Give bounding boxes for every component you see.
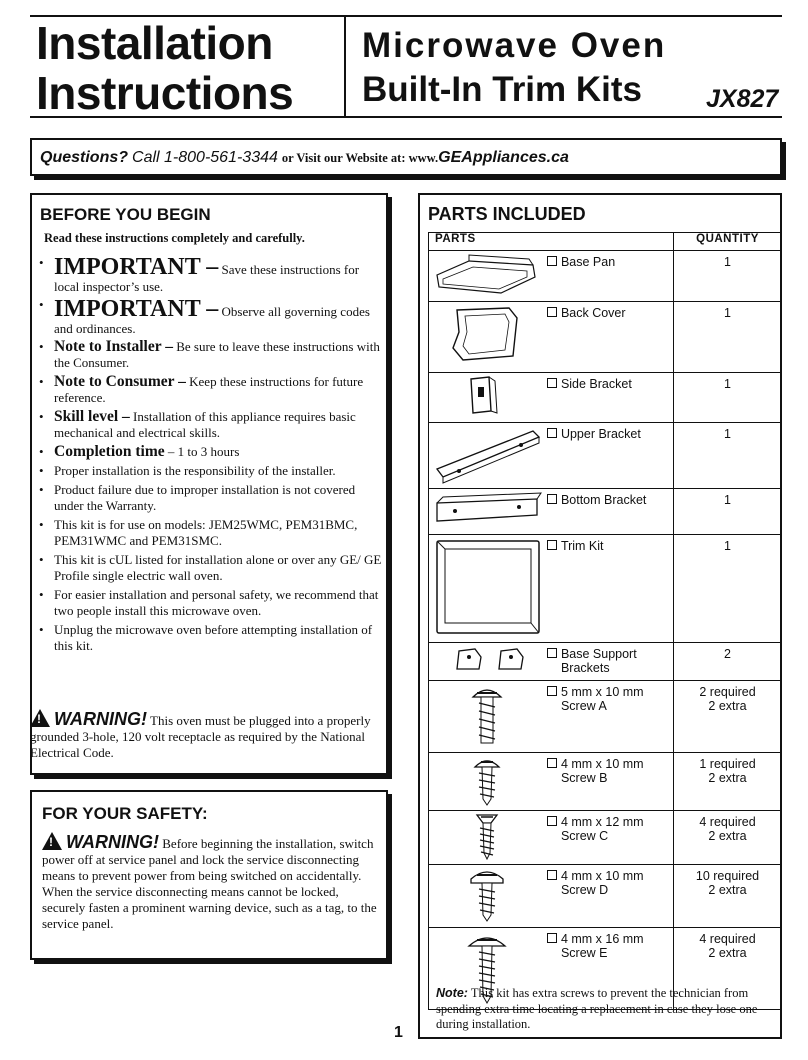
parts-table [428, 232, 782, 1010]
safety-box [30, 790, 388, 960]
side-bracket-icon [429, 373, 545, 419]
questions-label: Questions? [40, 149, 129, 166]
part-name-line2: Screw A [560, 699, 607, 713]
upper-bracket-icon [429, 423, 545, 485]
part-name: Base Pan [560, 255, 616, 269]
before-you-begin-box [30, 193, 388, 775]
part-name: Bottom Bracket [560, 493, 647, 507]
plug-warning: !WARNING! This oven must be plugged into a properly grounded 3-hole, 120 volt receptacle as required by the National Electrical Code. [30, 709, 376, 761]
table-row [429, 373, 782, 423]
safety-warning: !WARNING! Before beginning the installation, switch power off at service panel and lock the service disconnecting means to prevent power from being switched on accidentally. When the service disconnecting means cannot be locked, securely fasten a prominent warning device, such as a tag, to the service panel. [42, 832, 382, 932]
table-row [429, 753, 782, 811]
part-qty: 1 [724, 427, 731, 441]
table-row [429, 489, 782, 535]
part-name: 4 mm x 10 mm [560, 869, 644, 883]
base-pan-icon [429, 251, 545, 298]
part-qty-extra: 2 extra [708, 699, 747, 713]
part-qty-extra: 2 extra [708, 946, 747, 960]
part-name: Trim Kit [560, 539, 604, 553]
model-number: JX827 [706, 85, 779, 113]
bottom-bracket-icon [429, 489, 545, 531]
list-item: • This kit is for use on models: JEM25WMC, PEM31BMC, PEM31WMC and PEM31SMC. [39, 517, 358, 548]
list-item: • Unplug the microwave oven before attempting installation of this kit. [39, 622, 373, 653]
part-qty-extra: 2 extra [708, 829, 747, 843]
part-name-line2: Screw E [560, 946, 608, 960]
before-lead: Read these instructions completely and carefully. [44, 231, 305, 245]
screw-d-icon [429, 865, 545, 924]
document-title: Installation Instructions [36, 17, 294, 119]
back-cover-icon [429, 302, 545, 369]
list-item: • For easier installation and personal safety, we recommend that two people install this microwave oven. [39, 587, 379, 618]
visit-text: or Visit our Website at: www. [281, 151, 439, 165]
phone-number[interactable]: Call 1-800-561-3344 [132, 149, 278, 166]
part-qty-extra: 2 extra [708, 771, 747, 785]
col-quantity: QUANTITY [674, 233, 782, 251]
part-name: 5 mm x 10 mm [560, 685, 644, 699]
part-name: Back Cover [560, 306, 626, 320]
table-row [429, 643, 782, 681]
part-qty: 2 [724, 647, 731, 661]
before-list [36, 255, 382, 657]
warning-icon [42, 832, 62, 850]
part-name-line2: Screw D [560, 883, 609, 897]
list-item: • Note to Installer – Be sure to leave these instructions with the Consumer. [39, 338, 380, 370]
list-item: • Completion time – 1 to 3 hours [39, 443, 240, 460]
table-row [429, 681, 782, 753]
base-support-brackets-icon [429, 643, 545, 677]
list-item: • IMPORTANT – Save these instructions for local inspector’s use. [39, 254, 360, 294]
before-heading: BEFORE YOU BEGIN [40, 205, 211, 224]
list-item: • Note to Consumer – Keep these instructions for future reference. [39, 373, 364, 405]
table-row [429, 423, 782, 489]
part-qty: 1 [724, 377, 731, 391]
table-row [429, 865, 782, 928]
trim-kit-icon [429, 535, 545, 639]
part-name: 4 mm x 10 mm [560, 757, 644, 771]
table-row [429, 251, 782, 302]
part-name-line2: Screw C [560, 829, 609, 843]
part-qty: 1 [724, 539, 731, 553]
product-title: Microwave Oven Built-In Trim Kits [362, 26, 667, 109]
part-qty: 1 [724, 255, 731, 269]
part-qty: 1 [724, 306, 731, 320]
list-item: • This kit is cUL listed for installation alone or over any GE/ GE Profile single electric wall oven. [39, 552, 382, 583]
part-qty: 4 required [699, 815, 756, 829]
header-divider [344, 15, 346, 118]
list-item: • IMPORTANT – Observe all governing codes and ordinances. [39, 296, 370, 336]
part-name-line2: Screw B [560, 771, 608, 785]
table-row [429, 811, 782, 865]
screw-b-icon [429, 753, 545, 807]
website-link[interactable]: GEAppliances.ca [438, 149, 569, 166]
part-name: Base Support [560, 647, 637, 661]
part-qty-extra: 2 extra [708, 883, 747, 897]
warning-icon [30, 709, 50, 727]
part-name-line2: Brackets [560, 661, 610, 675]
page-number: 1 [394, 1024, 403, 1041]
part-qty: 2 required [699, 685, 756, 699]
part-name: Side Bracket [560, 377, 632, 391]
list-item: • Skill level – Installation of this appliance requires basic mechanical and electrical skills. [39, 408, 356, 440]
table-row [429, 535, 782, 643]
table-header [429, 233, 782, 251]
col-parts: PARTS [429, 233, 674, 251]
table-row [429, 302, 782, 373]
parts-heading: PARTS INCLUDED [428, 204, 586, 224]
part-qty: 4 required [699, 932, 756, 946]
list-item: • Proper installation is the responsibility of the installer. [39, 463, 336, 478]
part-qty: 1 [724, 493, 731, 507]
part-qty: 1 required [699, 757, 756, 771]
part-name: Upper Bracket [560, 427, 641, 441]
screw-a-icon [429, 681, 545, 749]
list-item: • Product failure due to improper installation is not covered under the Warranty. [39, 482, 356, 513]
screw-c-icon [429, 811, 545, 861]
safety-heading: FOR YOUR SAFETY: [42, 804, 208, 823]
part-name: 4 mm x 16 mm [560, 932, 644, 946]
parts-note: Note: This kit has extra screws to prevent the technician from spending extra time locating a replacement in case they lose one during installation. [436, 986, 758, 1031]
part-qty: 10 required [695, 869, 760, 883]
part-name: 4 mm x 12 mm [560, 815, 644, 829]
questions-bar [30, 138, 782, 176]
